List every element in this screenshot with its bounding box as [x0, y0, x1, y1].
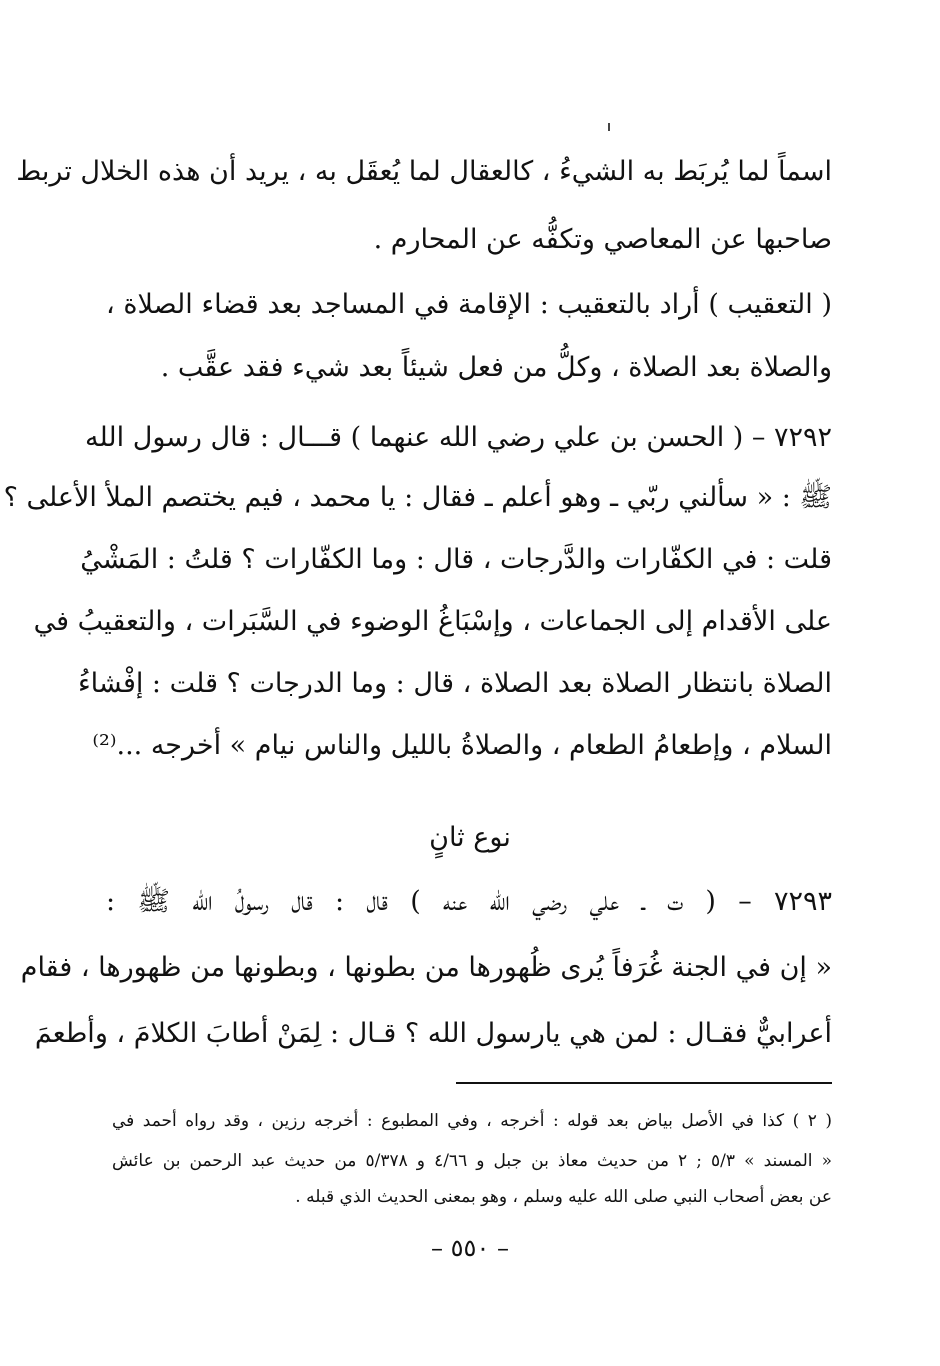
body-line-9: الصلاة بانتظار الصلاة بعد الصلاة ، قال : وما الدرجات ؟ قلت : إفْشاءُ	[77, 668, 832, 699]
hadith-7293-header: ٧٢٩٣ – ( ت ـ علي رضي الله عنه ) قال : قال رسولُ الله ﷺ :	[106, 886, 832, 917]
hadith-7292-header: ٧٢٩٢ – ( الحسن بن علي رضي الله عنهما ) قـــال : قال رسول الله	[84, 422, 832, 453]
body-line-3: ( التعقيب ) أراد بالتعقيب : الإقامة في المساجد بعد قضاء الصلاة ،	[106, 289, 832, 320]
footnote-divider	[456, 1082, 832, 1084]
page-number: – ٥٥٠ –	[431, 1234, 509, 1262]
scan-speck	[608, 123, 610, 131]
footnote-line-2: « المسند » ٥/٣ ; ٢ من حديث معاذ بن جبل و ٤/٦٦ و ٥/٣٧٨ من حديث عبد الرحمن بن عائش	[112, 1151, 832, 1171]
body-line-2: صاحبها عن المعاصي وتكفُّه عن المحارم .	[373, 224, 832, 255]
footnote-line-1: ( ٢ ) كذا في الأصل بياض بعد قوله : أخرجه ، وفي المطبوع : أخرجه رزين ، وقد رواه أحمد في	[112, 1111, 832, 1131]
footnote-line-3: عن بعض أصحاب النبي صلى الله عليه وسلم ، وهو بمعنى الحديث الذي قبله .	[295, 1187, 832, 1207]
body-line-8: على الأقدام إلى الجماعات ، وإسْبَاغُ الوضوء في السَّبَرات ، والتعقيبُ في	[33, 606, 832, 637]
body-line-6: ﷺ : « سألني ربّي ـ وهو أعلم ـ فقال : يا محمد ، فيم يختصم الملأ الأعلى ؟	[3, 482, 832, 513]
section-heading: نوع ثانٍ	[429, 822, 511, 853]
body-line-1: اسماً لما يُربَط به الشيءُ ، كالعقال لما يُعقَل به ، يريد أن هذه الخلال تربط	[16, 156, 832, 187]
body-line-12: « إن في الجنة غُرَفاً يُرى ظُهورها من بطونها ، وبطونها من ظهورها ، فقام	[20, 952, 832, 983]
body-line-4: والصلاة بعد الصلاة ، وكلُّ من فعل شيئاً بعد شيء فقد عقَّب .	[160, 352, 832, 383]
body-line-7: قلت : في الكفّارات والدَّرجات ، قال : وما الكفّارات ؟ قلتُ : المَشْيُ	[80, 544, 832, 575]
body-line-13: أعرابيٌّ فقـال : لمن هي يارسول الله ؟ قـال : لِمَنْ أطابَ الكلامَ ، وأطعمَ	[34, 1018, 832, 1049]
body-line-10: السلام ، وإطعامُ الطعام ، والصلاةُ بالليل والناس نيام » أخرجه ...⁽²⁾	[92, 730, 832, 761]
